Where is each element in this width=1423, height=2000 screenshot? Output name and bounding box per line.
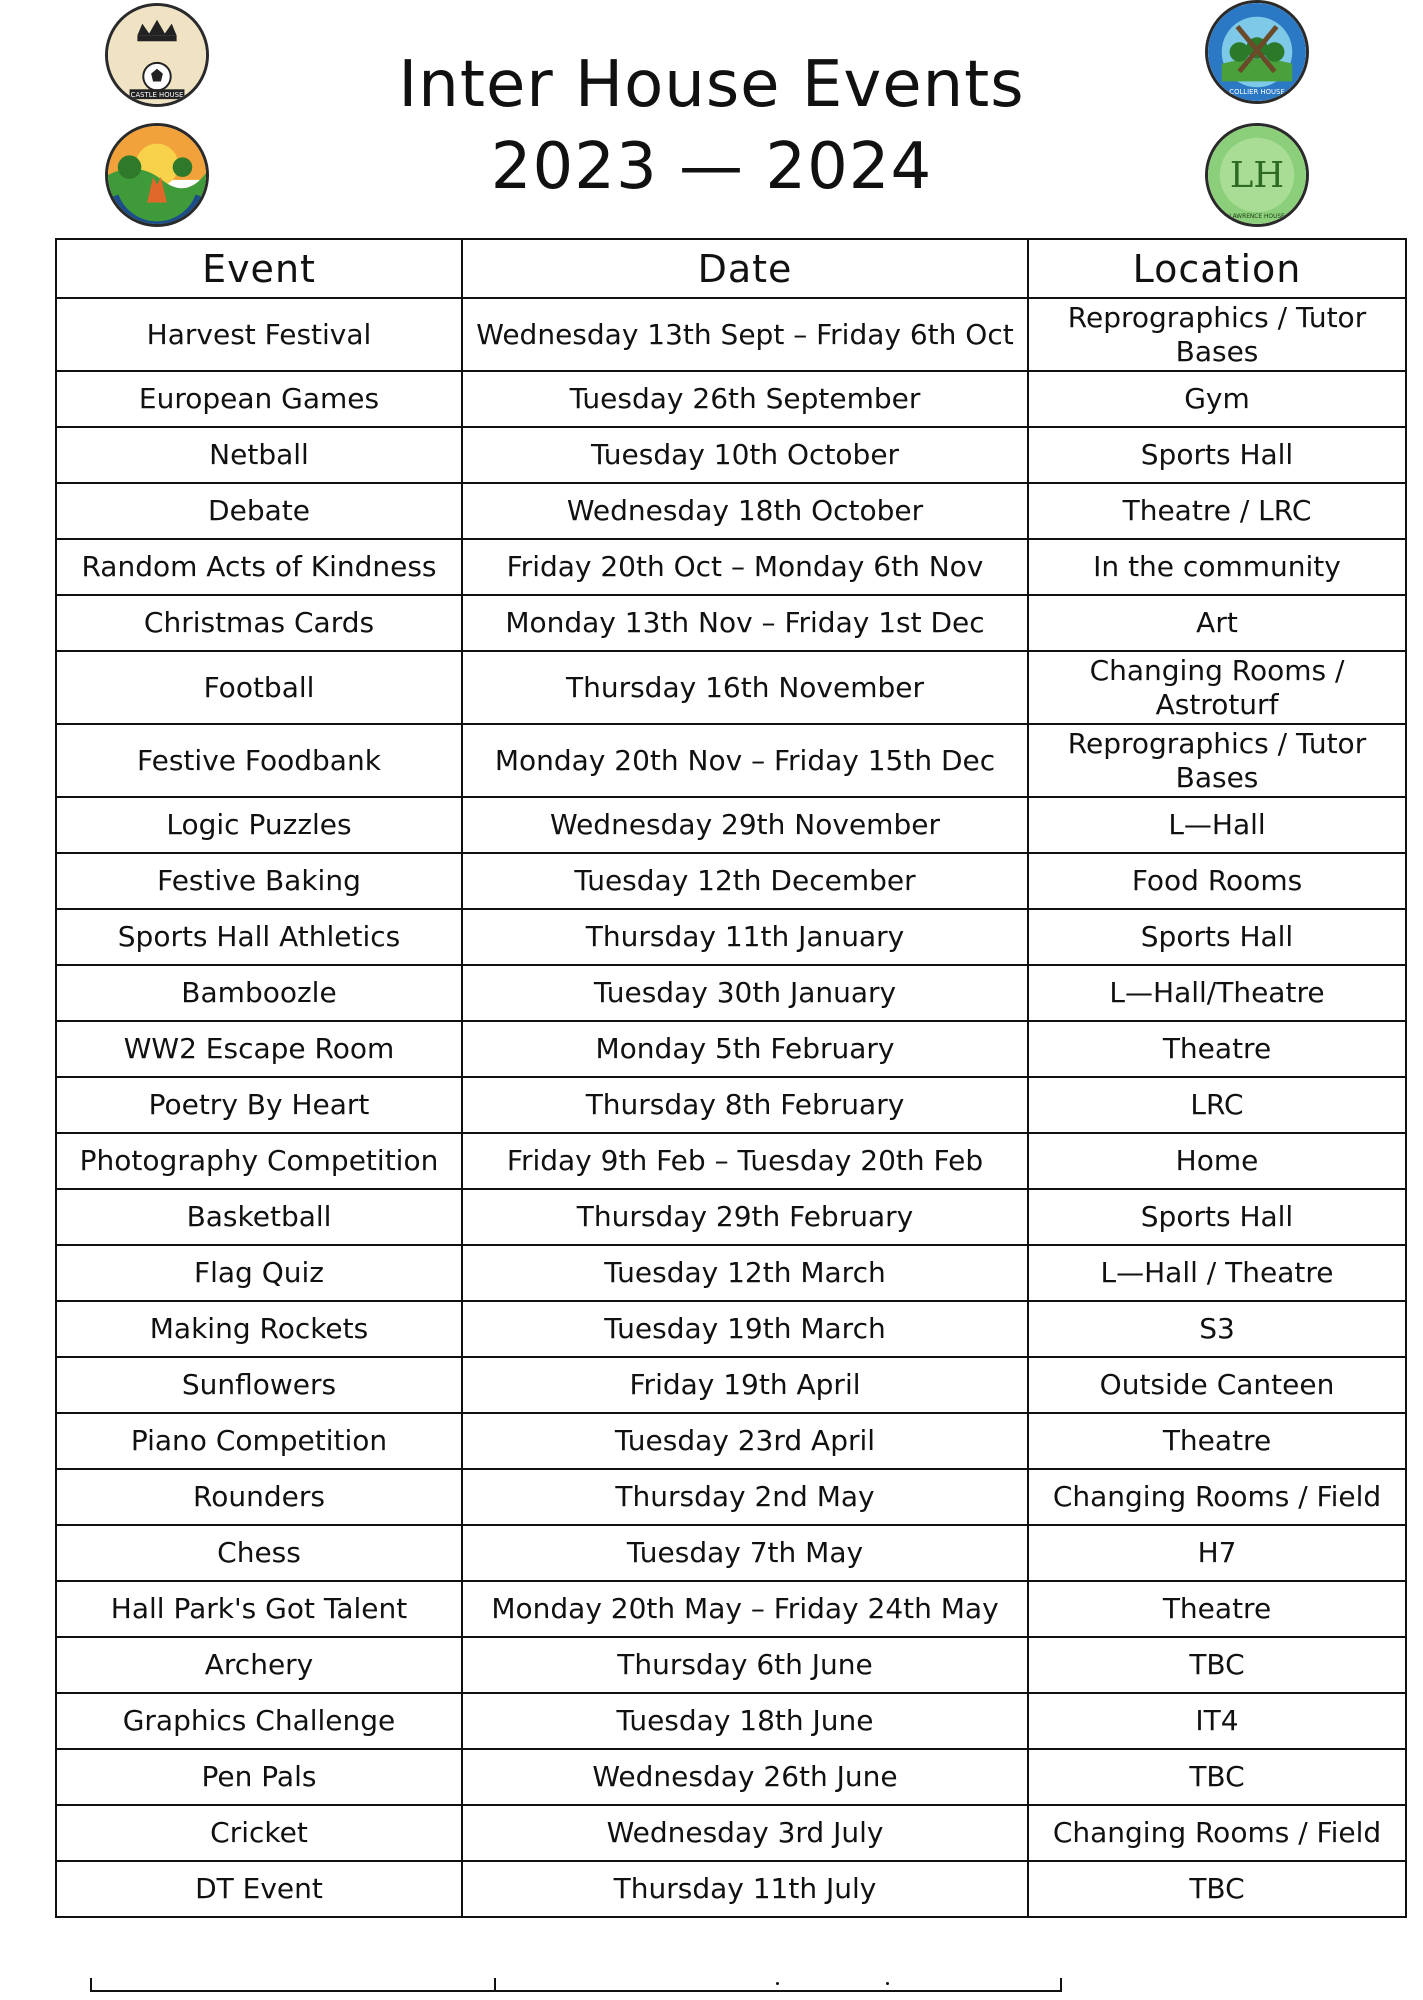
table-row (56, 1021, 1406, 1077)
event-cell: WW2 Escape Room (56, 1021, 462, 1077)
event-cell: Football (56, 651, 462, 724)
event-cell: Graphics Challenge (56, 1693, 462, 1749)
table-row (56, 853, 1406, 909)
event-cell: Piano Competition (56, 1413, 462, 1469)
date-cell: Tuesday 19th March (462, 1301, 1028, 1357)
table-row (56, 651, 1406, 724)
date-cell: Tuesday 12th December (462, 853, 1028, 909)
table-row (56, 1693, 1406, 1749)
location-cell: Sports Hall (1028, 1189, 1406, 1245)
next-table-divider (1060, 1978, 1062, 1992)
table-row (56, 427, 1406, 483)
event-cell: Netball (56, 427, 462, 483)
table-row (56, 1637, 1406, 1693)
table-row (56, 1301, 1406, 1357)
date-cell: Monday 13th Nov – Friday 1st Dec (462, 595, 1028, 651)
location-cell: L—Hall / Theatre (1028, 1245, 1406, 1301)
location-cell: Changing Rooms / Field (1028, 1469, 1406, 1525)
date-cell: Friday 20th Oct – Monday 6th Nov (462, 539, 1028, 595)
table-row (56, 1805, 1406, 1861)
table-row (56, 1469, 1406, 1525)
event-cell: Poetry By Heart (56, 1077, 462, 1133)
location-cell: Home (1028, 1133, 1406, 1189)
date-cell: Thursday 2nd May (462, 1469, 1028, 1525)
location-cell: Sports Hall (1028, 427, 1406, 483)
header-date: Date (462, 239, 1028, 298)
event-cell: Logic Puzzles (56, 797, 462, 853)
event-cell: Cricket (56, 1805, 462, 1861)
event-cell: Basketball (56, 1189, 462, 1245)
location-cell: Theatre (1028, 1581, 1406, 1637)
date-cell: Wednesday 3rd July (462, 1805, 1028, 1861)
table-header-row (56, 239, 1406, 298)
table-row (56, 1357, 1406, 1413)
text-fragment (776, 1982, 779, 1985)
events-table (55, 238, 1407, 1918)
date-cell: Tuesday 7th May (462, 1525, 1028, 1581)
table-row (56, 595, 1406, 651)
date-cell: Tuesday 18th June (462, 1693, 1028, 1749)
header-location: Location (1028, 239, 1406, 298)
date-cell: Thursday 8th February (462, 1077, 1028, 1133)
date-cell: Tuesday 12th March (462, 1245, 1028, 1301)
event-cell: European Games (56, 371, 462, 427)
location-cell: Art (1028, 595, 1406, 651)
event-cell: Sunflowers (56, 1357, 462, 1413)
table-row (56, 1861, 1406, 1917)
table-row (56, 724, 1406, 797)
text-fragment (886, 1982, 889, 1985)
table-row (56, 298, 1406, 371)
event-cell: Making Rockets (56, 1301, 462, 1357)
table-row (56, 1525, 1406, 1581)
event-cell: Festive Foodbank (56, 724, 462, 797)
event-cell: Christmas Cards (56, 595, 462, 651)
table-row (56, 1749, 1406, 1805)
table-row (56, 483, 1406, 539)
next-table-divider (90, 1978, 92, 1992)
event-cell: Debate (56, 483, 462, 539)
date-cell: Friday 9th Feb – Tuesday 20th Feb (462, 1133, 1028, 1189)
event-cell: Random Acts of Kindness (56, 539, 462, 595)
page-subtitle-year: 2023 — 2024 (490, 130, 933, 204)
location-cell: Changing Rooms / Field (1028, 1805, 1406, 1861)
location-cell: L—Hall (1028, 797, 1406, 853)
date-cell: Monday 20th Nov – Friday 15th Dec (462, 724, 1028, 797)
date-cell: Thursday 11th July (462, 1861, 1028, 1917)
date-cell: Wednesday 29th November (462, 797, 1028, 853)
table-row (56, 1581, 1406, 1637)
date-cell: Tuesday 23rd April (462, 1413, 1028, 1469)
table-row (56, 965, 1406, 1021)
table-row (56, 1413, 1406, 1469)
location-cell: Theatre (1028, 1413, 1406, 1469)
location-cell: L—Hall/Theatre (1028, 965, 1406, 1021)
location-cell: TBC (1028, 1749, 1406, 1805)
svg-text:LH: LH (1229, 154, 1285, 196)
table-row (56, 1133, 1406, 1189)
event-cell: Hall Park's Got Talent (56, 1581, 462, 1637)
location-cell: Reprographics / Tutor Bases (1028, 298, 1406, 371)
location-cell: TBC (1028, 1861, 1406, 1917)
svg-text:CASTLE HOUSE: CASTLE HOUSE (130, 91, 184, 100)
table-row (56, 539, 1406, 595)
date-cell: Monday 5th February (462, 1021, 1028, 1077)
table-row (56, 371, 1406, 427)
event-cell: Photography Competition (56, 1133, 462, 1189)
event-cell: DT Event (56, 1861, 462, 1917)
header-event: Event (56, 239, 462, 298)
location-cell: Food Rooms (1028, 853, 1406, 909)
date-cell: Monday 20th May – Friday 24th May (462, 1581, 1028, 1637)
date-cell: Wednesday 26th June (462, 1749, 1028, 1805)
date-cell: Friday 19th April (462, 1357, 1028, 1413)
next-table-divider (494, 1978, 496, 1992)
location-cell: Outside Canteen (1028, 1357, 1406, 1413)
location-cell: TBC (1028, 1637, 1406, 1693)
location-cell: Changing Rooms / Astroturf (1028, 651, 1406, 724)
table-row (56, 1077, 1406, 1133)
next-table-edge (90, 1990, 1060, 1993)
date-cell: Tuesday 26th September (462, 371, 1028, 427)
location-cell: Reprographics / Tutor Bases (1028, 724, 1406, 797)
date-cell: Thursday 16th November (462, 651, 1028, 724)
location-cell: IT4 (1028, 1693, 1406, 1749)
date-cell: Thursday 6th June (462, 1637, 1028, 1693)
date-cell: Thursday 29th February (462, 1189, 1028, 1245)
event-cell: Sports Hall Athletics (56, 909, 462, 965)
location-cell: In the community (1028, 539, 1406, 595)
date-cell: Tuesday 10th October (462, 427, 1028, 483)
event-cell: Harvest Festival (56, 298, 462, 371)
event-cell: Bamboozle (56, 965, 462, 1021)
svg-text:COLLIER HOUSE: COLLIER HOUSE (1229, 88, 1285, 97)
table-row (56, 1189, 1406, 1245)
location-cell: Theatre (1028, 1021, 1406, 1077)
date-cell: Thursday 11th January (462, 909, 1028, 965)
event-cell: Rounders (56, 1469, 462, 1525)
date-cell: Tuesday 30th January (462, 965, 1028, 1021)
page-title: Inter House Events (398, 48, 1025, 122)
location-cell: H7 (1028, 1525, 1406, 1581)
svg-text:LAWRENCE HOUSE: LAWRENCE HOUSE (1229, 214, 1285, 221)
event-cell: Festive Baking (56, 853, 462, 909)
table-row (56, 1245, 1406, 1301)
table-row (56, 797, 1406, 853)
location-cell: Gym (1028, 371, 1406, 427)
location-cell: Theatre / LRC (1028, 483, 1406, 539)
event-cell: Chess (56, 1525, 462, 1581)
event-cell: Flag Quiz (56, 1245, 462, 1301)
date-cell: Wednesday 13th Sept – Friday 6th Oct (462, 298, 1028, 371)
location-cell: LRC (1028, 1077, 1406, 1133)
event-cell: Pen Pals (56, 1749, 462, 1805)
event-cell: Archery (56, 1637, 462, 1693)
location-cell: S3 (1028, 1301, 1406, 1357)
date-cell: Wednesday 18th October (462, 483, 1028, 539)
location-cell: Sports Hall (1028, 909, 1406, 965)
table-row (56, 909, 1406, 965)
